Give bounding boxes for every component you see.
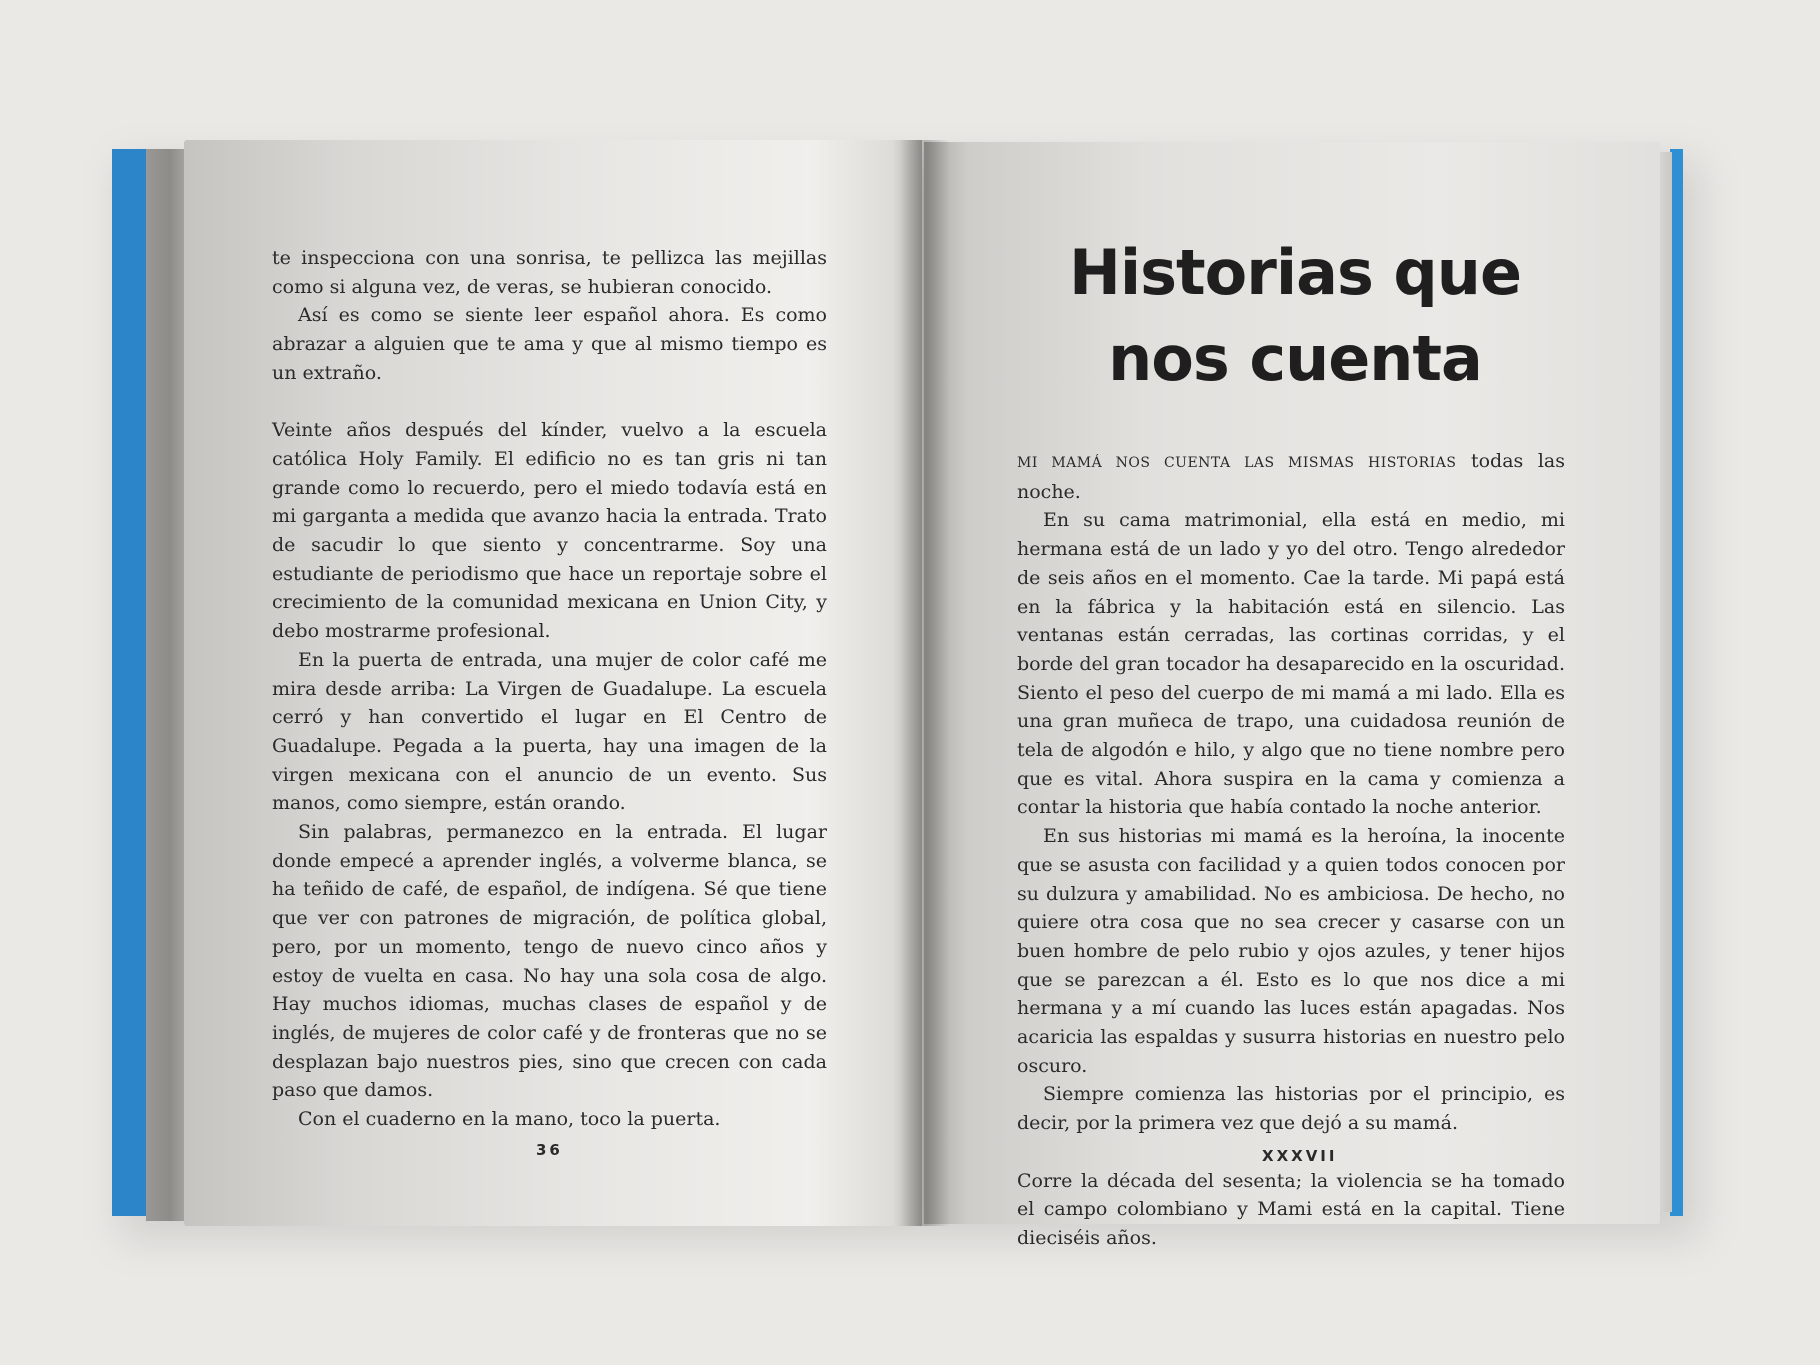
paragraph: Corre la década del sesenta; la violencia se ha tomado el campo colombiano y Mami está en la capital. Tiene dieciséis años. — [1017, 1169, 1565, 1249]
right-page-body — [1017, 447, 1565, 1253]
paragraph: En su cama matrimonial, ella está en medio, mi hermana está de un lado y yo del otro. Tengo alrededor de seis años en el momento. Cae la tarde. Mi papá está en la fábrica y la habitación está en silencio. Las ventanas están cerradas, las cortinas corridas, y el borde del gran tocador ha desaparecido en la oscuridad. Siento el peso del cuerpo de mi mamá a mi lado. Ella es una gran muñeca de trapo, una cuidadosa reunión de tela de algodón e hilo, y algo que no tiene nombre pero que es vital. Ahora suspira en la cama y comienza a contar la historia que había contado la noche anterior. — [1017, 509, 1565, 819]
left-page-body — [272, 244, 827, 1134]
chapter-title: Historias que nos cuenta — [1069, 236, 1521, 395]
book-gutter — [900, 140, 950, 1226]
opening-paragraph — [1017, 447, 1565, 506]
opening-rest: todas las noche. — [1017, 450, 1565, 503]
page-number-left: 36 — [536, 1141, 563, 1159]
page-number-right: XXXVII — [1262, 1147, 1338, 1165]
paragraph: En sus historias mi mamá es la heroína, la inocente que se asusta con facilidad y a quien todos conocen por su dulzura y amabilidad. No es ambiciosa. De hecho, no quiere otra cosa que no sea crecer y casarse con un buen hombre de pelo rubio y ojos azules, y tener hijos que se parezcan a él. Esto es lo que nos dice a mi hermana y a mí cuando las luces están apagadas. Nos acaricia las espaldas y susurra historias en nuestro pelo oscuro. — [1017, 825, 1565, 1077]
paragraph: te inspecciona con una sonrisa, te pellizca las mejillas como si alguna vez, de veras, se hubieran conocido. — [272, 247, 827, 298]
paragraph: Sin palabras, permanezco en la entrada. El lugar donde empecé a aprender inglés, a volverme blanca, se ha teñido de café, de español, de indígena. Sé que tiene que ver con patrones de migración, de política global, pero, por un momento, tengo de nuevo cinco años y estoy de vuelta en casa. No hay una sola cosa de algo. Hay muchos idiomas, muchas clases de español y de inglés, de mujeres de color café y de fronteras que no se desplazan bajo nuestros pies, sino que crecen con cada paso que damos. — [272, 821, 827, 1102]
paragraph: En la puerta de entrada, una mujer de color café me mira desde arriba: La Virgen de Guadalupe. La escuela cerró y han convertido el lugar en El Centro de Guadalupe. Pegada a la puerta, hay una imagen de la virgen mexicana con el anuncio de un evento. Sus manos, como siempre, están orando. — [272, 648, 827, 815]
paragraph: Así es como se siente leer español ahora. Es como abrazar a alguien que te ama y que al mismo tiempo es un extraño. — [272, 304, 827, 384]
paragraph: Veinte años después del kínder, vuelvo a la escuela católica Holy Family. El edificio no es tan gris ni tan grande como lo recuerdo, pero el miedo todavía está en mi garganta a medida que avanzo hacia la entrada. Trato de sacudir lo que siento y concentrarme. Soy una estudiante de periodismo que hace un reportaje sobre el crecimiento de la comunidad mexicana en Union City, y debo mostrarme profesional. — [272, 419, 827, 643]
opening-smallcaps: MI MAMÁ NOS CUENTA LAS MISMAS HISTORIAS — [1017, 455, 1457, 471]
page-stack-right — [1658, 152, 1672, 1212]
paragraph: Con el cuaderno en la mano, toco la puerta. — [298, 1108, 721, 1131]
paragraph: Siempre comienza las historias por el principio, es decir, por la primera vez que dejó a su mamá. — [1017, 1083, 1565, 1135]
page-stack-left — [146, 149, 186, 1221]
